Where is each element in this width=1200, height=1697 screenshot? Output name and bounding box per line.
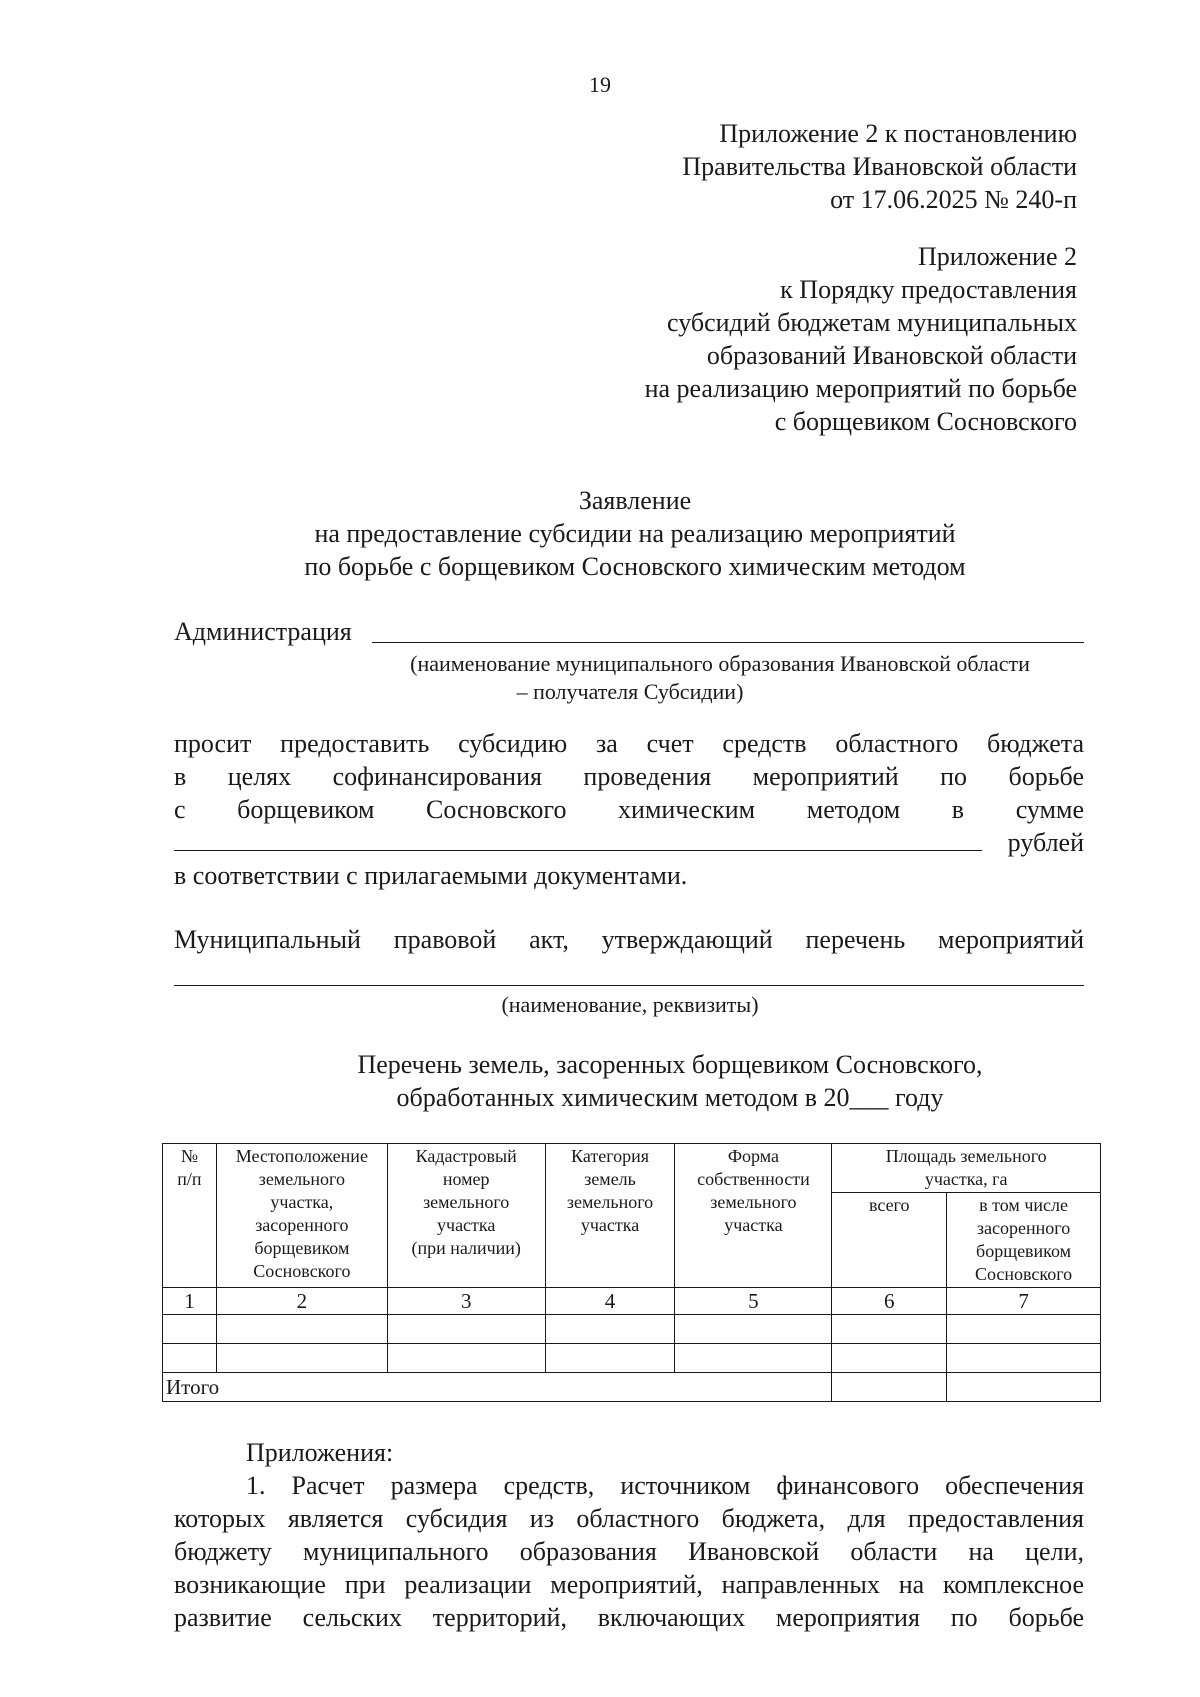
legal-act-blank-line (174, 985, 1084, 986)
procedure-header-line: Приложение 2 (917, 242, 1077, 271)
table-cell (545, 1315, 675, 1344)
request-line-2: в целях софинансирования проведения мероприятий по борьбе (174, 762, 1084, 791)
page-number: 19 (589, 72, 611, 97)
header-area: Площадь земельного участка, га (832, 1144, 1101, 1193)
header-area-infested: в том числе засоренного борщевиком Сосновского (947, 1193, 1101, 1288)
table-row (163, 1344, 1101, 1373)
column-numbers-row (163, 1288, 1101, 1315)
table-cell (216, 1344, 387, 1373)
resolution-header (682, 117, 1077, 216)
header-ownership: Форма собственности земельного участка (675, 1144, 832, 1288)
column-number: 4 (545, 1288, 675, 1315)
table-cell (545, 1344, 675, 1373)
attachments-heading: Приложения: (246, 1438, 394, 1467)
column-number: 1 (163, 1288, 217, 1315)
attachment-line-2: которых является субсидия из областного бюджета, для предоставления (174, 1504, 1084, 1533)
table-cell (947, 1373, 1101, 1402)
administration-caption-line-2: – получателя Субсидии) (516, 679, 744, 704)
header-location: Местоположение земельного участка, засоренного борщевиком Сосновского (216, 1144, 387, 1288)
table-cell (216, 1315, 387, 1344)
procedure-header-line: субсидий бюджетам муниципальных (667, 308, 1077, 337)
table-cell (675, 1315, 832, 1344)
table-row (163, 1315, 1101, 1344)
table-cell (832, 1344, 947, 1373)
administration-label: Администрация (174, 617, 352, 646)
legal-act-caption: (наименование, реквизиты) (501, 992, 759, 1017)
table-header-row (163, 1144, 1101, 1193)
header-num: № п/п (163, 1144, 217, 1288)
procedure-header-line: образований Ивановской области (706, 341, 1077, 370)
resolution-header-line: от 17.06.2025 № 240-п (830, 185, 1077, 214)
table-cell (947, 1344, 1101, 1373)
column-number: 5 (675, 1288, 832, 1315)
total-label: Итого (163, 1373, 832, 1402)
table-cell (832, 1315, 947, 1344)
title-line: по борьбе с борщевиком Сосновского химическим методом (304, 552, 966, 581)
column-number: 3 (387, 1288, 545, 1315)
administration-caption-line-1: (наименование муниципального образования Ивановской области (410, 651, 1030, 676)
table-cell (163, 1315, 217, 1344)
resolution-header-line: Приложение 2 к постановлению (719, 119, 1077, 148)
title-line: на предоставление субсидии на реализацию мероприятий (314, 519, 956, 548)
currency-label: рублей (1007, 828, 1084, 857)
attachment-line-5: развитие сельских территорий, включающих мероприятия по борьбе (174, 1603, 1084, 1632)
attachment-line-3: бюджету муниципального образования Ивановской области на цели, (174, 1537, 1084, 1566)
request-line-3: с борщевиком Сосновского химическим методом в сумме (174, 795, 1084, 824)
table-cell (163, 1344, 217, 1373)
list-title-line: Перечень земель, засоренных борщевиком Сосновского, (357, 1050, 983, 1079)
table-cell (947, 1315, 1101, 1344)
header-cadastral: Кадастровый номер земельного участка (при наличии) (387, 1144, 545, 1288)
table-cell (675, 1344, 832, 1373)
title-line: Заявление (578, 486, 692, 515)
table-cell (832, 1373, 947, 1402)
request-last-line: в соответствии с прилагаемыми документами. (174, 861, 688, 890)
list-title (0, 1048, 1200, 1114)
column-number: 7 (947, 1288, 1101, 1315)
amount-blank-line (174, 850, 982, 851)
total-row (163, 1373, 1101, 1402)
procedure-header (645, 240, 1077, 438)
legal-act-line: Муниципальный правовой акт, утверждающий перечень мероприятий (174, 925, 1084, 954)
resolution-header-line: Правительства Ивановской области (682, 152, 1077, 181)
request-line-1: просит предоставить субсидию за счет средств областного бюджета (174, 729, 1084, 758)
column-number: 6 (832, 1288, 947, 1315)
procedure-header-line: к Порядку предоставления (780, 275, 1077, 304)
header-area-total: всего (832, 1193, 947, 1288)
table-cell (387, 1315, 545, 1344)
header-category: Категория земель земельного участка (545, 1144, 675, 1288)
attachment-line-4: возникающие при реализации мероприятий, направленных на комплексное (174, 1570, 1084, 1599)
list-title-line: обработанных химическим методом в 20___ году (396, 1083, 944, 1112)
table-cell (387, 1344, 545, 1373)
document-title (0, 484, 1200, 583)
land-table (162, 1143, 1101, 1402)
attachment-line-1: 1. Расчет размера средств, источником финансового обеспечения (246, 1471, 1084, 1500)
procedure-header-line: с борщевиком Сосновского (774, 407, 1077, 436)
column-number: 2 (216, 1288, 387, 1315)
procedure-header-line: на реализацию мероприятий по борьбе (644, 374, 1077, 403)
administration-blank-line (372, 642, 1084, 643)
